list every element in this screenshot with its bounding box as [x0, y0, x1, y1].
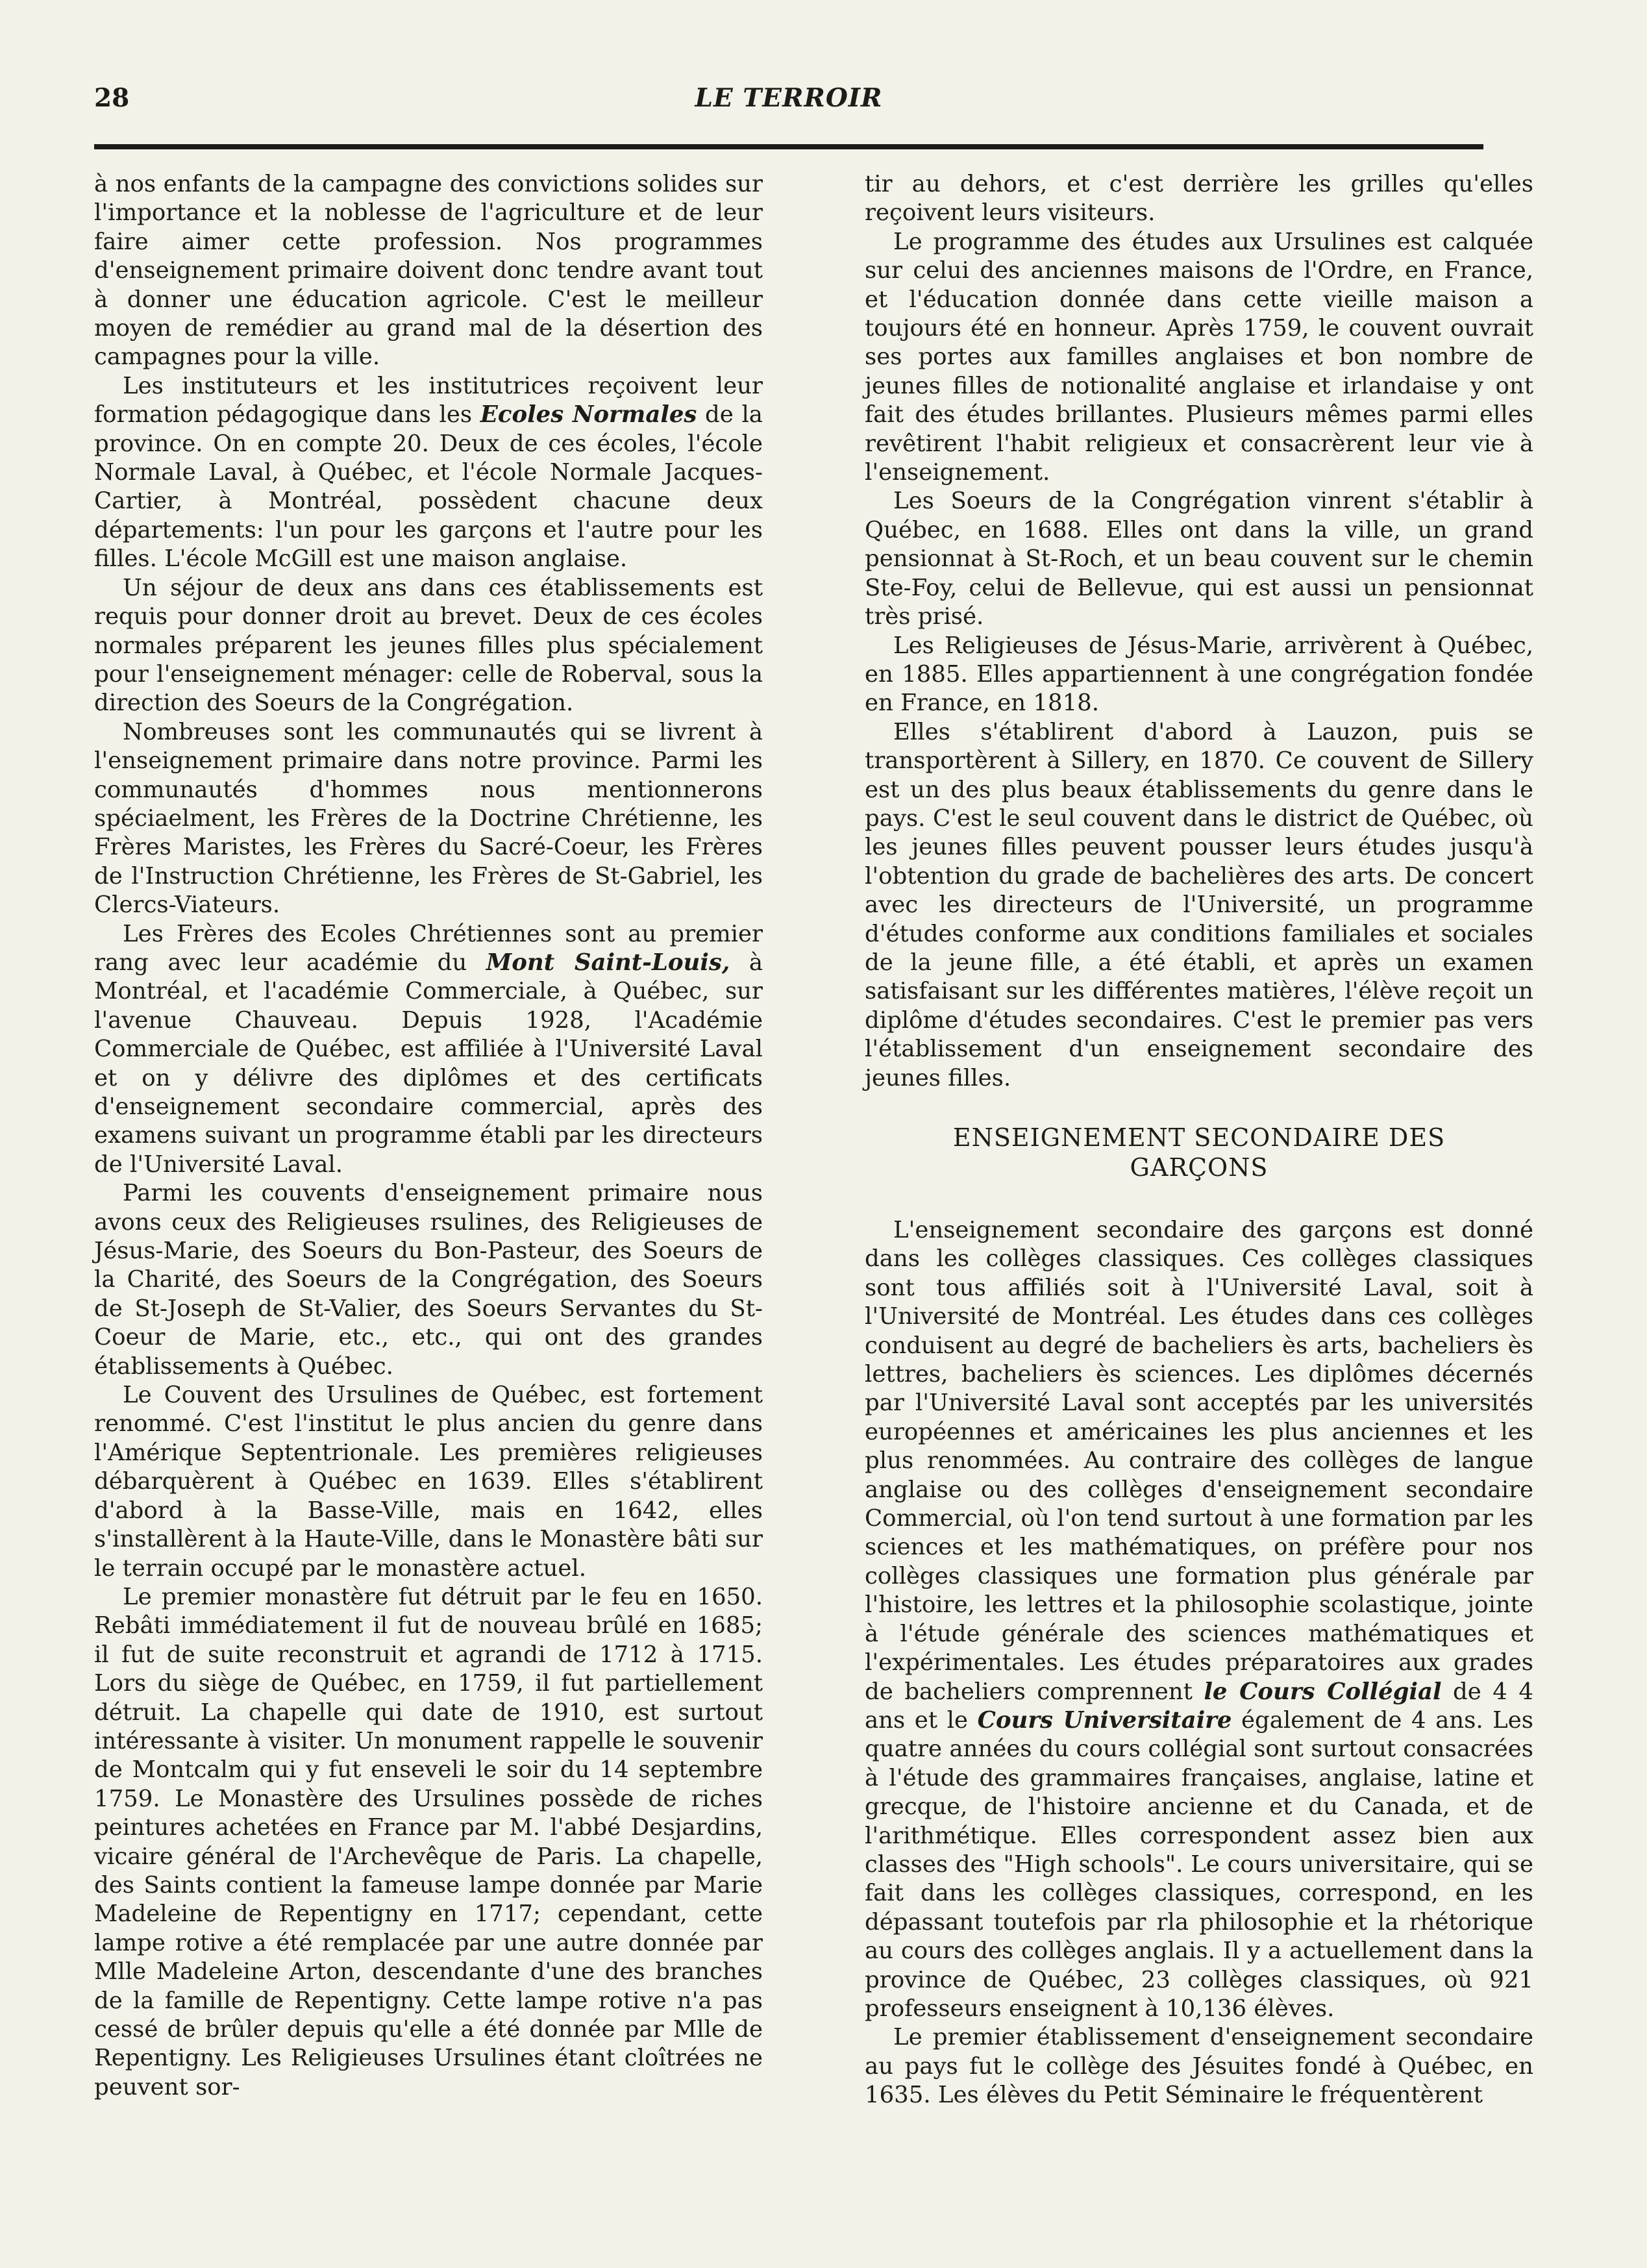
paragraph: Les Religieuses de Jésus-Marie, arrivèrent à Québec, en 1885. Elles appartiennent à une congrégation fondée en France, en 1818. — [865, 632, 1533, 717]
page-header — [94, 83, 1483, 122]
running-title: LE TERROIR — [695, 83, 883, 113]
page-number: 28 — [94, 83, 130, 113]
paragraph-text: de 4 4 ans et le — [865, 1678, 1534, 1734]
paragraph: Un séjour de deux ans dans ces établissements est requis pour donner droit au brevet. Deux de ces écoles normales préparent les jeunes filles plus spécialement pour l'enseignement ménager: celle de Roberval, sous la direction des Soeurs de la Congrégation. — [94, 574, 763, 717]
paragraph: à nos enfants de la campagne des convictions solides sur l'importance et la noblesse de l'agriculture et de leur faire aimer cette profession. Nos programmes d'enseignement primaire doivent donc tendre avant tout à donner une éducation agricole. C'est le meilleur moyen de remédier au grand mal de la désertion des campagnes pour la ville. — [94, 171, 763, 371]
header-rule — [94, 144, 1483, 149]
paragraph: Le programme des études aux Ursulines est calquée sur celui des anciennes maisons de l'Ordre, en France, et l'éducation donnée dans cette vieille maison a toujours été en honneur. Après 1759, le couvent ouvrait ses portes aux familles anglaises et bon nombre de jeunes filles de notionalité anglaise et irlandaise y ont fait des études brillantes. Plusieurs mêmes parmi elles revêtirent l'habit religieux et consacrèrent leur vie à l'enseignement. — [865, 228, 1533, 486]
paragraph-text: L'enseignement secondaire des garçons est donné dans les collèges classiques. Ces collèges classiques sont tous affiliés soit à l'Université Laval, soit à l'Université de Montréal. Les études dans ces collèges conduisent au degré de bacheliers ès arts, bacheliers ès lettres, bacheliers ès sciences. Les diplômes décernés par l'Université Laval sont acceptés par les universités européennes et américaines les plus anciennes et les plus renommées. Au contraire des collèges de langue anglaise ou des collèges d'enseignement secondaire Commercial, où l'on tend surtout à une formation par les sciences et les mathématiques, on préfère pour nos collèges classiques une formation plus générale par l'histoire, les lettres et la philosophie scolastique, jointe à l'étude générale des sciences mathématiques et l'expérimentales. Les études préparatoires aux grades de bacheliers comprennent — [865, 1217, 1533, 1705]
paragraph: Le Couvent des Ursulines de Québec, est fortement renommé. C'est l'institut le plus ancien du genre dans l'Amérique Septentrionale. Les premières religieuses débarquèrent à Québec en 1639. Elles s'établirent d'abord à la Basse-Ville, mais en 1642, elles s'installèrent à la Haute-Ville, dans le Monastère bâti sur le terrain occupé par le monastère actuel. — [94, 1382, 763, 1582]
paragraph: Parmi les couvents d'enseignement primaire nous avons ceux des Religieuses rsulines, des Religieuses de Jésus-Marie, des Soeurs du Bon-Pasteur, des Soeurs de la Charité, des Soeurs de la Congrégation, des Soeurs de St-Joseph de St-Valier, des Soeurs Servantes du St-Coeur de Marie, etc., etc., qui ont des grandes établissements à Québec. — [94, 1180, 763, 1380]
right-column — [865, 170, 1533, 2110]
paragraph: Elles s'établirent d'abord à Lauzon, puis se transportèrent à Sillery, en 1870. Ce couvent de Sillery est un des plus beaux établissements du genre dans le pays. C'est le seul couvent dans le district de Québec, où les jeunes filles peuvent pousser leurs études jusqu'à l'obtention du grade de bachelières des arts. De concert avec les directeurs de l'Université, un programme d'études conforme aux conditions familiales et sociales de la jeune fille, a été établi, et après un examen satisfaisant sur les différentes matières, l'élève reçoit un diplôme d'études secondaires. C'est le premier pas vers l'établissement d'un enseignement secondaire des jeunes filles. — [865, 718, 1533, 1091]
emphasis-text: Cours Universitaire — [977, 1706, 1232, 1734]
paragraph — [94, 920, 763, 1180]
paragraph-text: également de 4 ans. Les quatre années du cours collégial sont surtout consacrées à l'étude des grammaires françaises, anglaise, latine et grecque, de l'histoire ancienne et du Canada, et de l'arithmétique. Elles correspondent assez bien aux classes des "High schools". Le cours universitaire, qui se fait dans les collèges classiques, correspond, en les dépassant toutefois par rla philosophie et la rhétorique au cours des collèges anglais. Il y a actuellement dans la province de Québec, 23 collèges classiques, où 921 professeurs enseignent à 10,136 élèves. — [865, 1706, 1533, 2022]
left-column — [94, 170, 763, 2102]
emphasis-text: le Cours Collégial — [1204, 1678, 1442, 1705]
paragraph: Les Soeurs de la Congrégation vinrent s'établir à Québec, en 1688. Elles ont dans la ville, un grand pensionnat à St-Roch, et un beau couvent sur le chemin Ste-Foy, celui de Bellevue, qui est aussi un pensionnat très prisé. — [865, 488, 1533, 630]
paragraph-text: à Montréal, et l'académie Commerciale, à Québec, sur l'avenue Chauveau. Depuis 1928, l'Académie Commerciale de Québec, est affiliée à l'Université Laval et on y délivre des diplômes et des certificats d'enseignement secondaire commercial, après des examens suivant un programme établi par les directeurs de l'Université Laval. — [94, 949, 763, 1178]
paragraph-text: Les Frères des Ecoles Chrétiennes sont au premier rang avec leur académie du — [94, 920, 763, 976]
emphasis-text: Mont Saint-Louis, — [486, 949, 730, 976]
section-heading-line: ENSEIGNEMENT SECONDAIRE DES — [952, 1123, 1446, 1152]
paragraph: Le premier établissement d'enseignement secondaire au pays fut le collège des Jésuites fondé à Québec, en 1635. Les élèves du Petit Séminaire le fréquentèrent — [865, 2024, 1533, 2109]
section-heading — [865, 1123, 1533, 1182]
emphasis-text: Ecoles Normales — [480, 401, 697, 429]
paragraph: Nombreuses sont les communautés qui se livrent à l'enseignement primaire dans notre province. Parmi les communautés d'hommes nous mentionnerons spéciaelment, les Frères de la Doctrine Chrétienne, les Frères Maristes, les Frères du Sacré-Coeur, les Frères de l'Instruction Chrétienne, les Frères de St-Gabriel, les Clercs-Viateurs. — [94, 718, 763, 919]
paragraph-text: Les instituteurs et les institutrices reçoivent leur formation pédagogique dans les — [94, 372, 763, 429]
section-heading-line: GARÇONS — [1130, 1153, 1269, 1182]
paragraph — [94, 372, 763, 574]
paragraph — [865, 1216, 1533, 2023]
paragraph: tir au dehors, et c'est derrière les grilles qu'elles reçoivent leurs visiteurs. — [865, 171, 1533, 227]
paragraph-text: de la province. On en compte 20. Deux de ces écoles, l'école Normale Laval, à Québec, et l'école Normale Jacques-Cartier, à Montréal, possèdent chacune deux départements: l'un pour les garçons et l'autre pour les filles. L'école McGill est une maison anglaise. — [94, 401, 763, 573]
paragraph: Le premier monastère fut détruit par le feu en 1650. Rebâti immédiatement il fut de nouveau brûlé en 1685; il fut de suite reconstruit et agrandi de 1712 à 1715. Lors du siège de Québec, en 1759, il fut partiellement détruit. La chapelle qui date de 1910, est surtout intéressante à visiter. Un monument rappelle le souvenir de Montcalm qui y fut enseveli le soir du 14 septembre 1759. Le Monastère des Ursulines possède de riches peintures achetées en France par M. l'abbé Desjardins, vicaire général de l'Archevêque de Paris. La chapelle, des Saints contient la fameuse lampe donnée par Marie Madeleine de Repentigny en 1717; cependant, cette lampe rotive a été remplacée par une autre donnée par Mlle Madeleine Arton, descendante d'une des branches de la famille de Repentigny. Cette lampe rotive n'a pas cessé de brûler depuis qu'elle a été donnée par Mlle de Repentigny. Les Religieuses Ursulines étant cloîtrées ne peuvent sor- — [94, 1583, 763, 2100]
